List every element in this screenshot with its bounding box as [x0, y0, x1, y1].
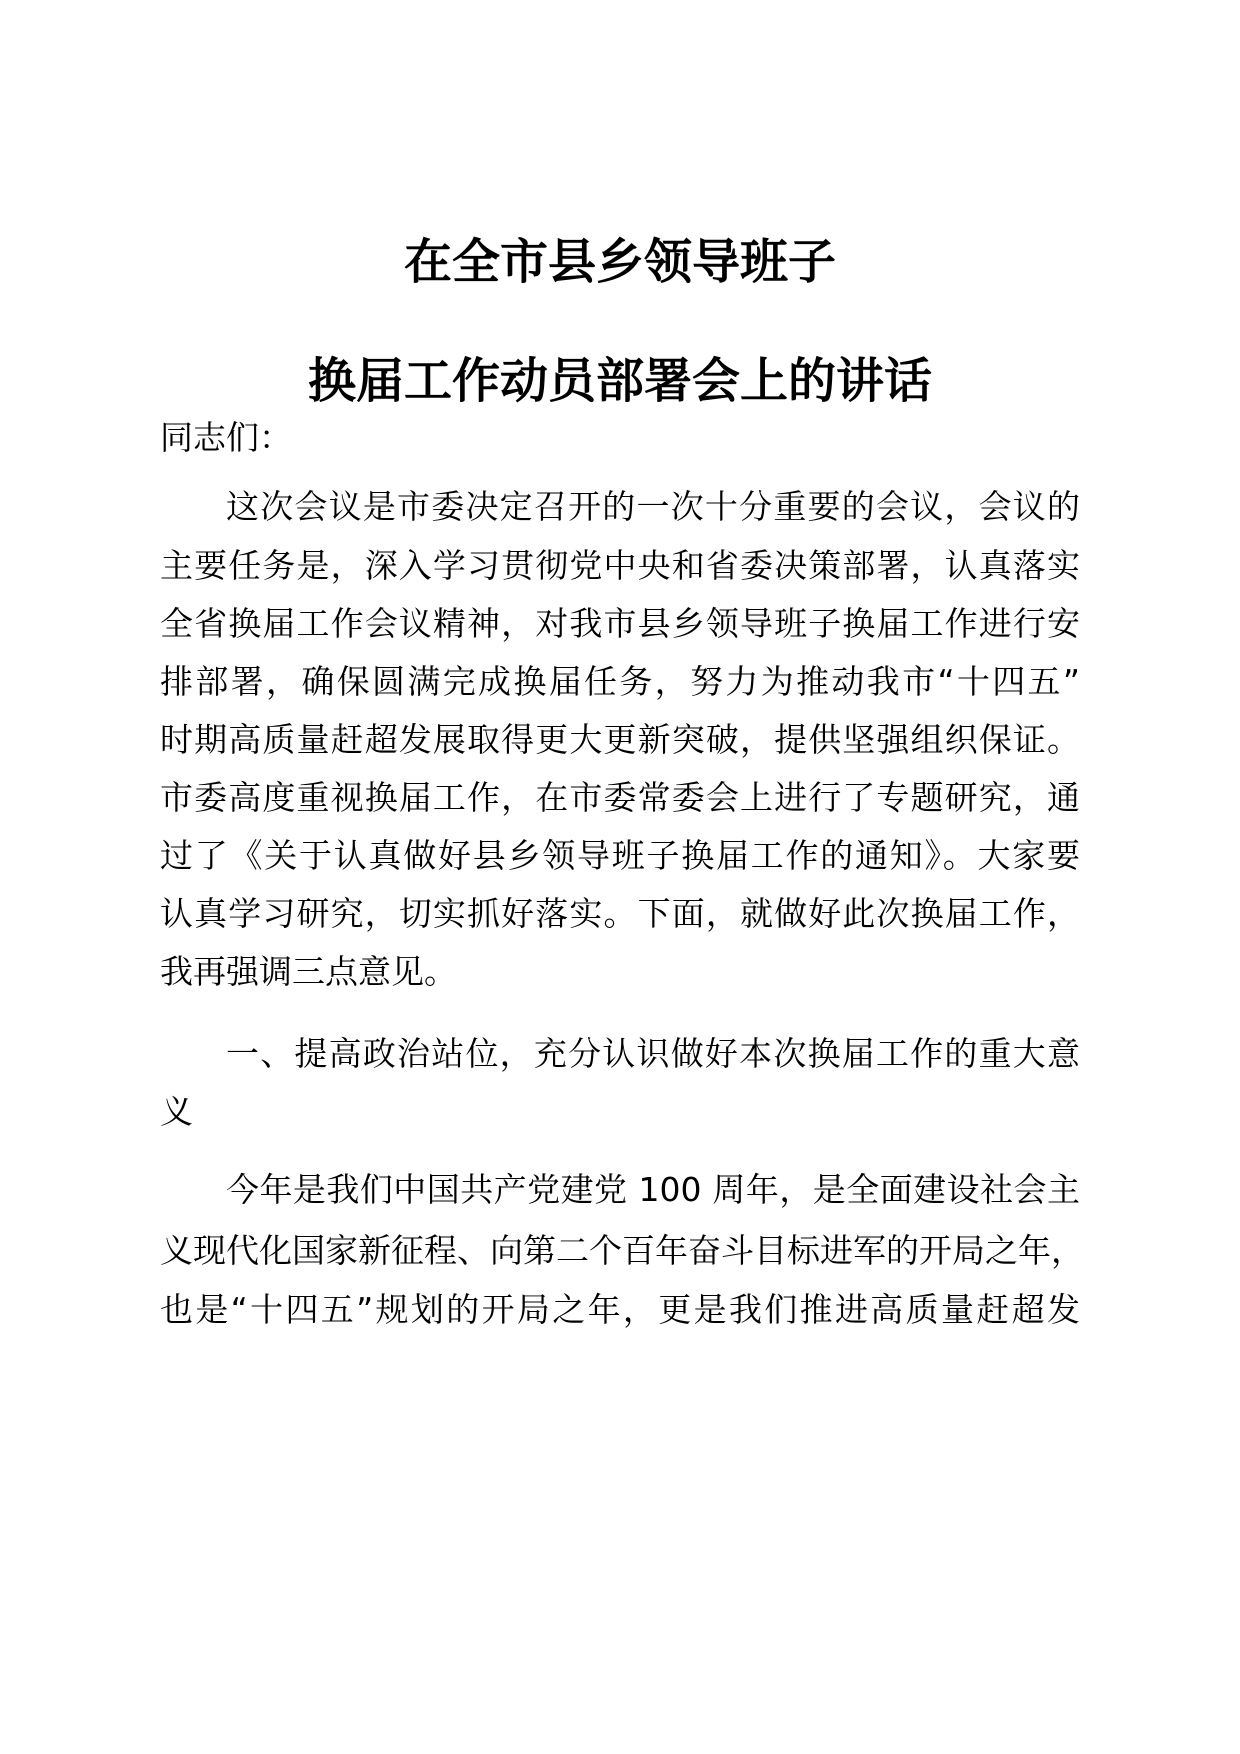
paragraph-2-line: 义现代化国家新征程、向第二个百年奋斗目标进军的开局之年，	[160, 1231, 1084, 1270]
salutation: 同志们：	[160, 418, 292, 457]
paragraph-2-line: 也是“十四五”规划的开局之年，更是我们推进高质量赶超发	[160, 1290, 1080, 1329]
paragraph-2-line: 今年是我们中国共产党建党 100 周年，是全面建设社会主	[226, 1170, 1080, 1209]
paragraph-1-line: 这次会议是市委决定召开的一次十分重要的会议，会议的	[226, 487, 1080, 526]
document-title-line-2: 换届工作动员部署会上的讲话	[307, 353, 932, 409]
section-heading-1-line: 义	[160, 1092, 193, 1131]
paragraph-1-line: 市委高度重视换届工作，在市委常委会上进行了专题研究，通	[160, 778, 1080, 817]
paragraph-1-line: 认真学习研究，切实抓好落实。下面，就做好此次换届工作，	[160, 894, 1080, 933]
paragraph-1-line: 全省换届工作会议精神，对我市县乡领导班子换届工作进行安	[160, 604, 1080, 643]
paragraph-1-line: 过了《关于认真做好县乡领导班子换届工作的通知》。大家要	[160, 836, 1080, 875]
paragraph-1-line: 我再强调三点意见。	[160, 952, 457, 991]
paragraph-1-line: 时期高质量赶超发展取得更大更新突破，提供坚强组织保证。	[160, 720, 1080, 759]
paragraph-1-line: 主要任务是，深入学习贯彻党中央和省委决策部署，认真落实	[160, 546, 1080, 585]
document-title-line-1: 在全市县乡领导班子	[403, 234, 836, 290]
section-heading-1-line: 一、提高政治站位，充分认识做好本次换届工作的重大意	[226, 1034, 1080, 1073]
paragraph-1-line: 排部署，确保圆满完成换届任务，努力为推动我市“十四五”	[160, 662, 1080, 701]
